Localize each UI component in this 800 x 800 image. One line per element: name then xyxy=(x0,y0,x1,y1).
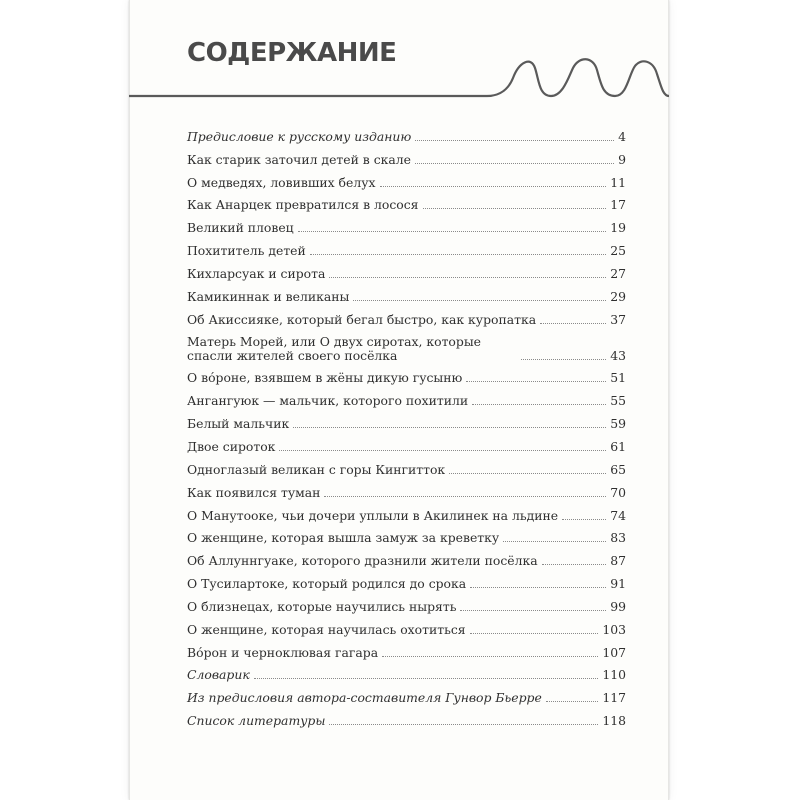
dot-leader xyxy=(540,323,606,324)
toc-entry-title: О Манутооке, чьи дочери уплыли в Акилинек на льдине xyxy=(187,507,559,523)
dot-leader xyxy=(329,277,606,278)
toc-entry-page-number: 61 xyxy=(610,438,626,454)
toc-entry xyxy=(187,328,626,364)
toc-entry-title: Ангангуюк — мальчик, которого похитили xyxy=(187,393,469,409)
toc-entry-title: Из предисловия автора-составителя Гунвор Бьерре xyxy=(187,690,542,706)
toc-entry xyxy=(187,478,626,501)
toc-entry xyxy=(187,236,626,259)
toc-entry-title: Камикиннак и великаны xyxy=(187,288,350,304)
dot-leader xyxy=(415,140,614,141)
toc-entry-title: Матерь Морей, или О двух сиротах, которые спасли жителей своего посёлка xyxy=(187,333,482,363)
toc-entry xyxy=(187,524,626,547)
toc-entry-title: О медведях, ловивших белух xyxy=(187,174,376,190)
book-page xyxy=(129,0,669,800)
dot-leader xyxy=(470,587,606,588)
toc-entry-page-number: 43 xyxy=(610,347,626,363)
dot-leader xyxy=(423,208,607,209)
toc-entry-title: Список литературы xyxy=(187,713,326,729)
toc-entry-title: Вóрон и черноклювая гагара xyxy=(187,644,379,660)
toc-entry xyxy=(187,455,626,478)
toc-entry-page-number: 25 xyxy=(610,243,626,259)
toc-entry xyxy=(187,259,626,282)
toc-entry-page-number: 9 xyxy=(618,151,626,167)
toc-entry-page-number: 51 xyxy=(610,370,626,386)
toc-entry xyxy=(187,546,626,569)
dot-leader xyxy=(562,519,606,520)
toc-entry-page-number: 99 xyxy=(610,598,626,614)
dot-leader xyxy=(279,450,606,451)
toc-entry xyxy=(187,638,626,661)
dot-leader xyxy=(521,359,606,360)
toc-entry xyxy=(187,305,626,328)
dot-leader xyxy=(415,163,614,164)
dot-leader xyxy=(472,404,606,405)
page-title: СОДЕРЖАНИЕ xyxy=(187,38,397,68)
toc-entry-title: Кихларсуак и сирота xyxy=(187,265,326,281)
dot-leader xyxy=(329,724,598,725)
dot-leader xyxy=(310,254,606,255)
dot-leader xyxy=(353,300,606,301)
toc-entry-page-number: 11 xyxy=(610,174,626,190)
toc-entry-page-number: 74 xyxy=(610,507,626,523)
toc-entry-page-number: 27 xyxy=(610,265,626,281)
toc-entry-title: Как появился туман xyxy=(187,484,321,500)
toc-entry xyxy=(187,661,626,684)
toc-entry-page-number: 83 xyxy=(610,530,626,546)
dot-leader xyxy=(546,701,599,702)
dot-leader xyxy=(380,186,607,187)
toc-entry xyxy=(187,191,626,214)
toc-entry xyxy=(187,213,626,236)
toc-entry-title: Словарик xyxy=(187,667,250,683)
toc-entry xyxy=(187,501,626,524)
dot-leader xyxy=(254,678,599,679)
toc-entry xyxy=(187,386,626,409)
dot-leader xyxy=(324,496,606,497)
toc-entry-title: Как Анарцек превратился в лосося xyxy=(187,197,419,213)
toc-entry-page-number: 29 xyxy=(610,288,626,304)
toc-entry xyxy=(187,683,626,706)
dot-leader xyxy=(298,231,607,232)
toc-entry-page-number: 59 xyxy=(610,416,626,432)
toc-entry-page-number: 117 xyxy=(602,690,626,706)
toc-entry-page-number: 55 xyxy=(610,393,626,409)
toc-entry-page-number: 103 xyxy=(602,621,626,637)
toc-entry-page-number: 4 xyxy=(618,128,626,144)
dot-leader xyxy=(470,633,599,634)
toc-entry-title: Белый мальчик xyxy=(187,416,290,432)
toc-entry-page-number: 91 xyxy=(610,576,626,592)
toc-entry xyxy=(187,364,626,387)
toc-entry-title: Похититель детей xyxy=(187,243,306,259)
dot-leader xyxy=(449,473,606,474)
dot-leader xyxy=(466,381,606,382)
dot-leader xyxy=(382,656,598,657)
toc-entry-page-number: 87 xyxy=(610,553,626,569)
toc-entry-title: Об Аллуннгуаке, которого дразнили жители посёлка xyxy=(187,553,538,569)
toc-entry-title: Двое сироток xyxy=(187,438,276,454)
dot-leader xyxy=(503,541,606,542)
toc-entry xyxy=(187,706,626,729)
toc-entry-page-number: 65 xyxy=(610,461,626,477)
toc-entry-page-number: 110 xyxy=(602,667,626,683)
toc-entry-title: Великий пловец xyxy=(187,220,294,236)
toc-entry-title: О женщине, которая вышла замуж за креветку xyxy=(187,530,500,546)
toc-entry xyxy=(187,145,626,168)
dot-leader xyxy=(542,564,607,565)
toc-entry-page-number: 70 xyxy=(610,484,626,500)
dot-leader xyxy=(460,610,606,611)
toc-entry xyxy=(187,615,626,638)
toc-entry-title: Об Акиссияке, который бегал быстро, как куропатка xyxy=(187,311,537,327)
toc-entry-title: Предисловие к русскому изданию xyxy=(187,128,412,144)
toc-entry xyxy=(187,409,626,432)
toc-entry-title: О вóроне, взявшем в жёны дикую гусыню xyxy=(187,370,463,386)
toc-entry-title: О женщине, которая научилась охотиться xyxy=(187,621,466,637)
toc-entry xyxy=(187,432,626,455)
toc-entry-title: Как старик заточил детей в скале xyxy=(187,151,411,167)
toc-entry-page-number: 19 xyxy=(610,220,626,236)
toc-entry-page-number: 107 xyxy=(602,644,626,660)
toc-entry xyxy=(187,592,626,615)
toc-entry-title: О близнецах, которые научились нырять xyxy=(187,598,457,614)
toc-entry-title: О Тусилартоке, который родился до срока xyxy=(187,576,467,592)
toc-entry xyxy=(187,122,626,145)
table-of-contents xyxy=(187,122,626,729)
toc-entry xyxy=(187,282,626,305)
toc-entry-page-number: 118 xyxy=(602,713,626,729)
toc-entry-page-number: 37 xyxy=(610,311,626,327)
toc-entry-title: Одноглазый великан с горы Кингитток xyxy=(187,461,446,477)
toc-entry-page-number: 17 xyxy=(610,197,626,213)
toc-entry xyxy=(187,168,626,191)
dot-leader xyxy=(293,427,606,428)
toc-entry xyxy=(187,569,626,592)
